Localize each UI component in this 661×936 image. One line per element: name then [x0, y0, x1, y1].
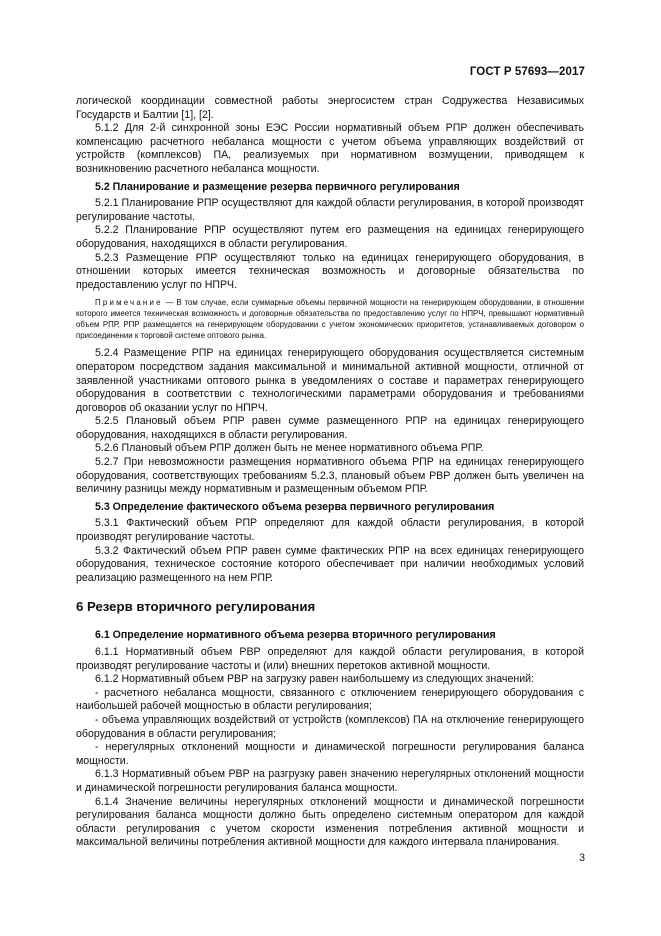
document-code: ГОСТ Р 57693—2017	[469, 66, 585, 78]
paragraph-6-1-1: 6.1.1 Нормативный объем РВР определяют для каждой области регулирования, в которой производят регулирование частоты и (или) внешних перетоков активной мощности.	[76, 646, 584, 672]
paragraph-6-1-4: 6.1.4 Значение величины нерегулярных отклонений мощности и динамической погрешности регулирования баланса мощности должно быть определено системным оператором для каждой области регулирования с учетом скорости изменения потребления активной мощности и максимальной величины потребления активной мощности для каждого интервала планирования.	[76, 795, 584, 849]
paragraph-5-2-3: 5.2.3 Размещение РПР осуществляют только на единицах генерирующего оборудования, в отношении которых имеется техническая возможность и договорные обязательства по предоставлению услуг по НПРЧ.	[76, 251, 584, 291]
heading-6: 6 Резерв вторичного регулирования	[76, 599, 316, 615]
paragraph-6-1-3: 6.1.3 Нормативный объем РВР на разгрузку равен значению нерегулярных отклонений мощности и динамической погрешности регулирования баланса мощности.	[76, 768, 584, 794]
paragraph-5-3-1: 5.3.1 Фактический объем РПР определяют для каждой области регулирования, в которой производят регулирование частоты.	[76, 517, 584, 544]
list-item: - нерегулярных отклонений мощности и динамической погрешности регулирования баланса мощности.	[76, 741, 584, 767]
paragraph-5-2-7: 5.2.7 При невозможности размещения нормативного объема РПР на единицах генерирующего оборудования, соответствующих требованиям 5.2.3, плановый объем РВР должен быть увеличен на величину разницы между нормативным и размещенным объемом РПР.	[76, 456, 584, 496]
paragraph-5-2-2: 5.2.2 Планирование РПР осуществляют путем его размещения на единицах генерирующего оборудования, находящихся в области регулирования.	[76, 224, 584, 250]
list-item: - объема управляющих воздействий от устройств (комплексов) ПА на отключение генерирующего оборудования в области регулирования;	[76, 713, 584, 740]
paragraph-5-2-1: 5.2.1 Планирование РПР осуществляют для каждой области регулирования, в которой производят регулирование частоты.	[76, 197, 584, 223]
heading-5-2: 5.2 Планирование и размещение резерва первичного регулирования	[95, 180, 460, 193]
page-content	[76, 95, 584, 850]
list-item: - расчетного небаланса мощности, связанного с отключением генерирующего оборудования с наибольшей рабочей мощностью в области регулирования;	[76, 686, 584, 713]
paragraph-continued: логической координации совместной работы энергосистем стран Содружества Независимых Государств и Балтии [1], [2].	[76, 95, 584, 121]
note-text: — В том случае, если суммарные объемы первичной мощности на генерирующем оборудовании, в отношении которого имеется техническая возможность и договорные обязательства по предоставлению услуг по НПРЧ, превышают нормативный объем РПР, РПР размещается на генерирующем оборудовании с учетом экономических приоритетов, устанавливаемых договором о присоединении к торговой системе оптового рынка.	[76, 298, 584, 341]
note-label: Примечание	[95, 298, 163, 308]
page-number: 3	[579, 852, 585, 864]
paragraph-5-3-2: 5.3.2 Фактический объем РПР равен сумме фактических РПР на всех единицах генерирующего оборудования, техническое состояние которого обеспечивает при наличии необходимых условий реализацию размещенного на нем РПР.	[76, 544, 584, 584]
note	[76, 297, 584, 341]
paragraph-5-2-5: 5.2.5 Плановый объем РПР равен сумме размещенного РПР на единицах генерирующего оборудования, находящихся в области регулирования.	[76, 415, 584, 441]
paragraph-6-1-2: 6.1.2 Нормативный объем РВР на загрузку равен наибольшему из следующих значений:	[95, 673, 534, 686]
heading-6-1: 6.1 Определение нормативного объема резерва вторичного регулирования	[95, 629, 496, 642]
paragraph-5-1-2: 5.1.2 Для 2-й синхронной зоны ЕЭС России нормативный объем РПР должен обеспечивать компенсацию расчетного небаланса мощности с учетом объема управляющих воздействий от устройств (комплексов) ПА, реализуемых при нормативном возмущении, приводящем к возникновению расчетного небаланса мощности.	[76, 122, 584, 175]
paragraph-5-2-6: 5.2.6 Плановый объем РПР должен быть не менее нормативного объема РПР.	[95, 442, 484, 455]
paragraph-5-2-4: 5.2.4 Размещение РПР на единицах генерирующего оборудования осуществляется системным оператором посредством задания максимальной и минимальной активной мощности, отличной от заявленной участниками оптового рынка в уведомлениях о составе и параметрах генерирующего оборудования в соответствии с технологическими параметрами оборудования и требованиями договоров об оказании услуг по НПРЧ.	[76, 347, 584, 414]
heading-5-3: 5.3 Определение фактического объема резерва первичного регулирования	[95, 500, 495, 513]
